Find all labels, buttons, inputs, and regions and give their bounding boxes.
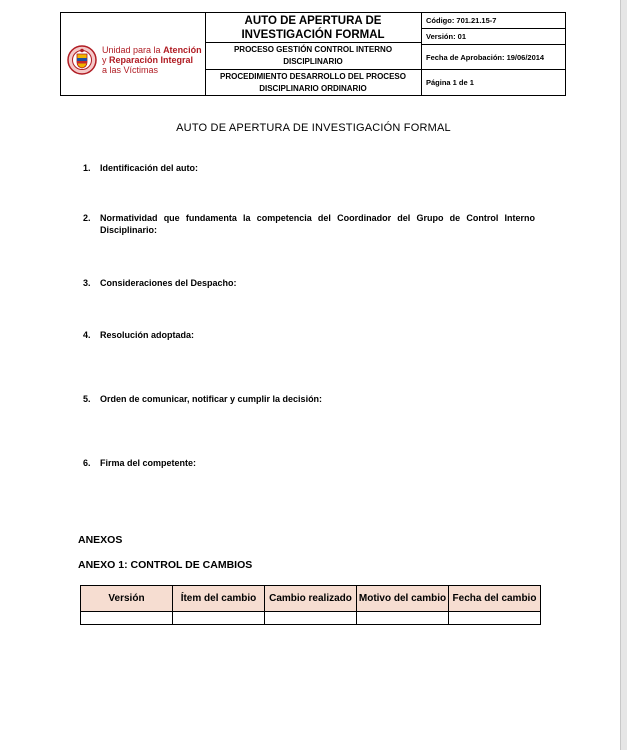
section-item (83, 457, 535, 469)
document-header-table (60, 12, 566, 96)
section-label: Resolución adoptada: (100, 330, 195, 340)
header-process: PROCESO GESTIÓN CONTROL INTERNO DISCIPLINARIO (205, 43, 421, 70)
header-code: Código: 701.21.15-7 (422, 13, 565, 29)
column-header-item: Ítem del cambio (173, 586, 265, 612)
header-procedure: PROCEDIMIENTO DESARROLLO DEL PROCESO DISCIPLINARIO ORDINARIO (220, 71, 406, 93)
header-page-number: Página 1 de 1 (426, 78, 474, 87)
table-cell[interactable] (265, 612, 357, 625)
section-label: Identificación del auto: (100, 163, 199, 173)
section-number: 6. (83, 458, 91, 468)
document-title: AUTO DE APERTURA DE INVESTIGACIÓN FORMAL (176, 122, 451, 134)
section-item (83, 329, 535, 341)
header-version: Versión: 01 (422, 29, 565, 45)
column-header-date: Fecha del cambio (449, 586, 541, 612)
column-header-version: Versión (81, 586, 173, 612)
table-row (81, 612, 541, 625)
section-item (83, 162, 535, 174)
section-number: 3. (83, 278, 91, 288)
logo-cell (61, 13, 206, 95)
page-edge (620, 0, 627, 750)
section-label: Consideraciones del Despacho: (100, 278, 237, 288)
table-header-row (81, 586, 541, 612)
header-right-column (422, 13, 565, 95)
section-item (83, 277, 535, 289)
header-approval-date: Fecha de Aprobación: 19/06/2014 (422, 45, 565, 70)
annex-1-heading: ANEXO 1: CONTROL DE CAMBIOS (78, 559, 253, 571)
section-number: 5. (83, 394, 91, 404)
section-number: 4. (83, 330, 91, 340)
table-cell[interactable] (173, 612, 265, 625)
section-item (83, 393, 535, 405)
section-label: Orden de comunicar, notificar y cumplir la decisión: (100, 394, 323, 404)
coat-of-arms-icon (67, 43, 97, 77)
table-cell[interactable] (449, 612, 541, 625)
section-number: 2. (83, 213, 91, 223)
section-label: Firma del competente: (100, 458, 197, 468)
section-number: 1. (83, 163, 91, 173)
section-item (83, 212, 535, 236)
entity-logo-text: Unidad para la Atención y Reparación Integral a las Víctimas (102, 45, 202, 75)
column-header-change: Cambio realizado (265, 586, 357, 612)
section-label: Normatividad que fundamenta la competencia del Coordinador del Grupo de Control Interno Disciplinario: (100, 213, 535, 235)
header-middle-column (205, 13, 422, 95)
annexes-heading: ANEXOS (78, 534, 123, 546)
change-control-table (80, 585, 541, 625)
header-title: AUTO DE APERTURA DE INVESTIGACIÓN FORMAL (205, 13, 421, 43)
column-header-reason: Motivo del cambio (357, 586, 449, 612)
table-cell[interactable] (357, 612, 449, 625)
table-cell[interactable] (81, 612, 173, 625)
